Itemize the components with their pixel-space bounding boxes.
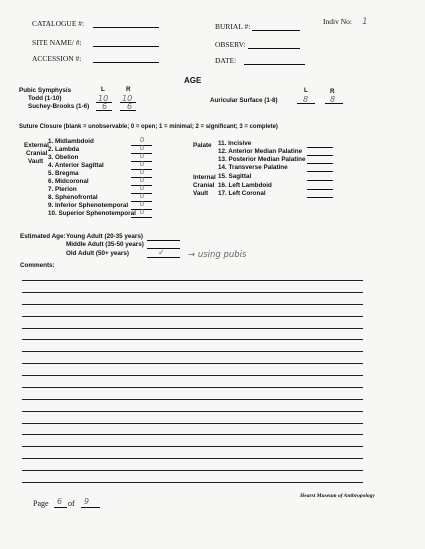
comment-line[interactable] [22,470,363,471]
palate-suture-label: 14. Transverse Palatine [218,164,288,172]
ext-suture-value: 0 [140,193,144,201]
observ-field[interactable] [248,48,300,49]
comment-line[interactable] [22,387,363,388]
date-field[interactable] [244,64,305,65]
int-group-1: Internal [193,174,216,181]
age-option-check: ✓ [158,247,165,257]
palate-suture-field[interactable] [307,163,333,164]
comment-line[interactable] [22,304,363,305]
page-total: 9 [84,497,90,506]
suchey-r-line[interactable] [120,110,136,111]
ext-suture-label: 8. Sphenofrontal [48,194,98,202]
ext-suture-value: 0 [140,161,144,169]
comment-line[interactable] [22,280,363,281]
int-group-2: Cranial [193,182,215,189]
ext-suture-field[interactable] [131,217,152,218]
comment-line[interactable] [22,292,363,293]
ext-group-3: Vault [28,158,44,165]
comment-line[interactable] [22,351,363,352]
comments-label: Comments: [20,262,55,269]
page-num: 6 [57,497,63,506]
int-suture-label: 16. Left Lambdoid [218,181,272,189]
age-option-field[interactable] [147,257,180,258]
auricular-label: Auricular Surface (1-8) [210,97,278,104]
ext-suture-label: 2. Lambda [48,146,80,154]
institution-name: Hearst Museum of Anthropology [300,493,375,499]
catalogue-field[interactable] [93,27,159,28]
palate-group: Palate [193,142,212,149]
int-suture-label: 15. Sagittal [218,173,252,180]
of-label: of [68,499,75,508]
pubic-col-r: R [126,86,131,93]
age-option-label: Middle Adult (35-50 years) [66,241,144,249]
suchey-r-value: 6 [127,102,133,111]
indiv-label: Indiv No: [323,17,352,26]
observ-label: OBSERV: [215,40,246,49]
todd-l-value: 10 [98,94,109,103]
comment-line[interactable] [22,423,363,424]
ext-suture-value: 0 [140,201,144,209]
ext-suture-value: 0 [140,177,144,185]
age-option-label: Young Adult (20-35 years) [66,233,143,240]
todd-label: Todd (1-10) [28,95,62,102]
ext-suture-label: 5. Bregma [48,170,79,178]
palate-suture-field[interactable] [307,147,333,148]
section-title: AGE [184,76,202,85]
indiv-value: 1 [362,17,368,27]
page-total-line [81,507,100,508]
ext-group-1: External [24,142,49,149]
auricular-l-line[interactable] [297,103,315,104]
site-label: SITE NAME/ #: [32,38,82,47]
accession-field[interactable] [93,62,159,63]
burial-field[interactable] [252,30,300,31]
suchey-label: Suchey-Brooks (1-6) [28,103,90,110]
auricular-r-value: 8 [330,95,336,104]
comment-line[interactable] [22,328,363,329]
ext-group-2: Cranial [26,150,48,157]
page-num-line [54,507,67,508]
auricular-l-value: 8 [303,95,309,104]
auricular-col-l: L [304,87,308,94]
palate-suture-field[interactable] [307,171,333,172]
age-option-label: Old Adult (50+ years) [66,249,129,257]
ext-suture-value: 0 [140,169,144,177]
comment-line[interactable] [22,458,363,459]
pubic-symphysis-title: Pubic Symphysis [19,87,72,94]
date-label: DATE: [215,56,237,65]
auricular-r-line[interactable] [325,103,343,104]
ext-suture-label: 4. Anterior Sagittal [48,162,104,170]
burial-label: BURIAL #: [215,22,251,31]
estimated-age-label: Estimated Age: [20,233,66,240]
int-group-3: Vault [193,190,209,197]
comment-line[interactable] [22,434,363,435]
suchey-l-value: 6 [102,102,108,111]
comment-line[interactable] [22,339,363,340]
ext-suture-label: 7. Pterion [48,186,77,194]
palate-suture-label: 13. Posterior Median Palatine [218,156,306,164]
ext-suture-value: 0 [140,209,144,217]
comment-line[interactable] [22,363,363,364]
comment-line[interactable] [22,399,363,400]
ext-suture-label: 3. Obelion [48,154,79,162]
ext-suture-label: 10. Superior Sphenotemporal [48,210,136,218]
palate-suture-field[interactable] [307,155,333,156]
ext-suture-label: 6. Midcoronal [48,178,89,186]
comment-line[interactable] [22,482,363,483]
page-label: Page [33,499,49,508]
accession-label: ACCESSION #: [32,54,82,63]
site-field[interactable] [93,46,159,47]
auricular-col-r: R [330,88,335,95]
comment-line[interactable] [22,316,363,317]
int-suture-label: 17. Left Coronal [218,190,266,197]
palate-suture-label: 12. Anterior Median Palatine [218,148,303,156]
ext-suture-value: 0 [140,185,144,193]
ext-suture-value: 0 [140,137,144,144]
comment-line[interactable] [22,375,363,376]
pubic-col-l: L [101,86,105,93]
int-suture-field[interactable] [307,197,333,198]
int-suture-field[interactable] [307,180,333,181]
todd-r-value: 10 [122,94,133,103]
ext-suture-value: 0 [140,145,144,153]
catalogue-label: CATALOGUE #: [32,19,85,28]
suchey-l-line[interactable] [96,110,112,111]
suture-title: Suture Closure (blank = unobservable; 0 = open; 1 = minimal; 2 = significant; 3 = complete) [19,124,278,130]
comment-line[interactable] [22,446,363,447]
comment-line[interactable] [22,411,363,412]
palate-suture-label: 11. Incisive [218,140,252,147]
ext-suture-label: 1. Midlambdoid [48,138,94,145]
ext-suture-label: 9. Inferior Sphenotemporal [48,202,129,210]
int-suture-field[interactable] [307,189,333,190]
age-note: → using pubis [188,250,247,260]
age-option-field[interactable] [147,240,180,241]
ext-suture-value: 0 [140,153,144,161]
